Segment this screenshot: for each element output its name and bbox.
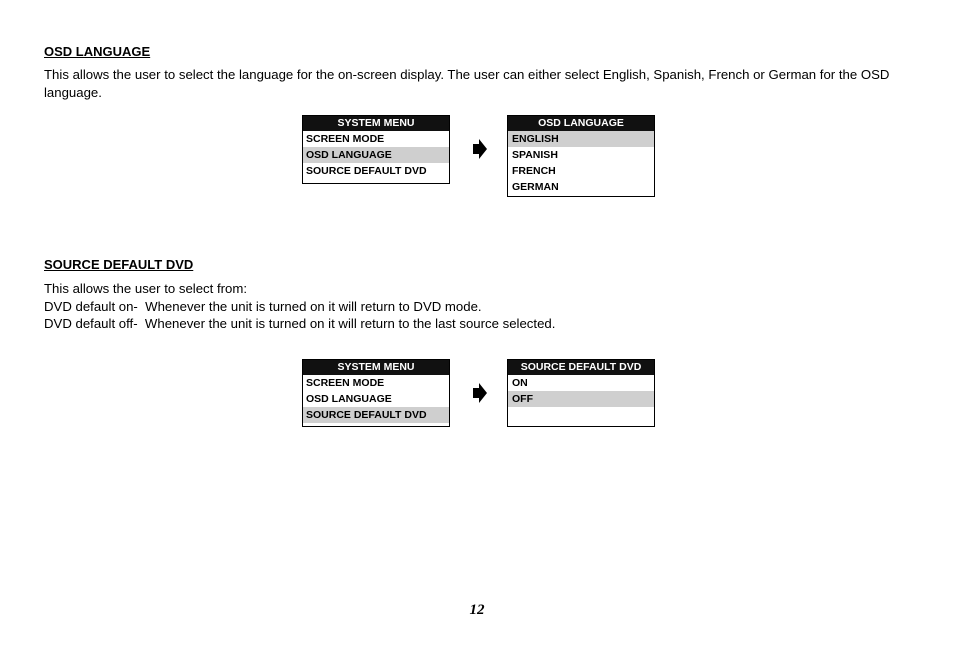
option-on[interactable]: ON (512, 377, 528, 389)
source-default-submenu (507, 359, 655, 427)
option-french[interactable]: FRENCH (512, 165, 556, 177)
osd-language-heading: OSD LANGUAGE (44, 44, 151, 59)
menu-item-source-default-dvd[interactable]: SOURCE DEFAULT DVD (306, 165, 427, 177)
dvd-default-on-line: DVD default on- Whenever the unit is turned on it will return to DVD mode. (44, 299, 482, 314)
menu-item-screen-mode[interactable]: SCREEN MODE (306, 377, 385, 389)
option-german[interactable]: GERMAN (512, 181, 559, 193)
right-arrow-icon (472, 139, 488, 159)
source-default-intro: This allows the user to select from: (44, 281, 248, 296)
source-default-submenu-title: SOURCE DEFAULT DVD (508, 360, 654, 375)
menu-item-osd-language[interactable]: OSD LANGUAGE (306, 393, 392, 405)
system-menu-2 (302, 359, 450, 427)
osd-language-submenu-title: OSD LANGUAGE (508, 116, 654, 131)
right-arrow-icon (472, 383, 488, 403)
option-english[interactable]: ENGLISH (508, 131, 654, 147)
system-menu-title: SYSTEM MENU (303, 360, 449, 375)
osd-language-submenu (507, 115, 655, 197)
menu-item-screen-mode[interactable]: SCREEN MODE (306, 133, 385, 145)
system-menu-1 (302, 115, 450, 184)
menu-item-source-default-dvd[interactable]: SOURCE DEFAULT DVD (303, 407, 449, 423)
page-number: 12 (469, 602, 485, 618)
system-menu-title: SYSTEM MENU (303, 116, 449, 131)
option-off[interactable]: OFF (508, 391, 654, 407)
menu-item-osd-language[interactable]: OSD LANGUAGE (303, 147, 449, 163)
osd-language-description: This allows the user to select the language for the on-screen display. The user can either select English, Spanish, French or German for the OSD language. (44, 67, 890, 100)
dvd-default-off-line: DVD default off- Whenever the unit is turned on it will return to the last source selected. (44, 316, 556, 331)
option-spanish[interactable]: SPANISH (512, 149, 558, 161)
source-default-dvd-heading: SOURCE DEFAULT DVD (44, 257, 194, 272)
